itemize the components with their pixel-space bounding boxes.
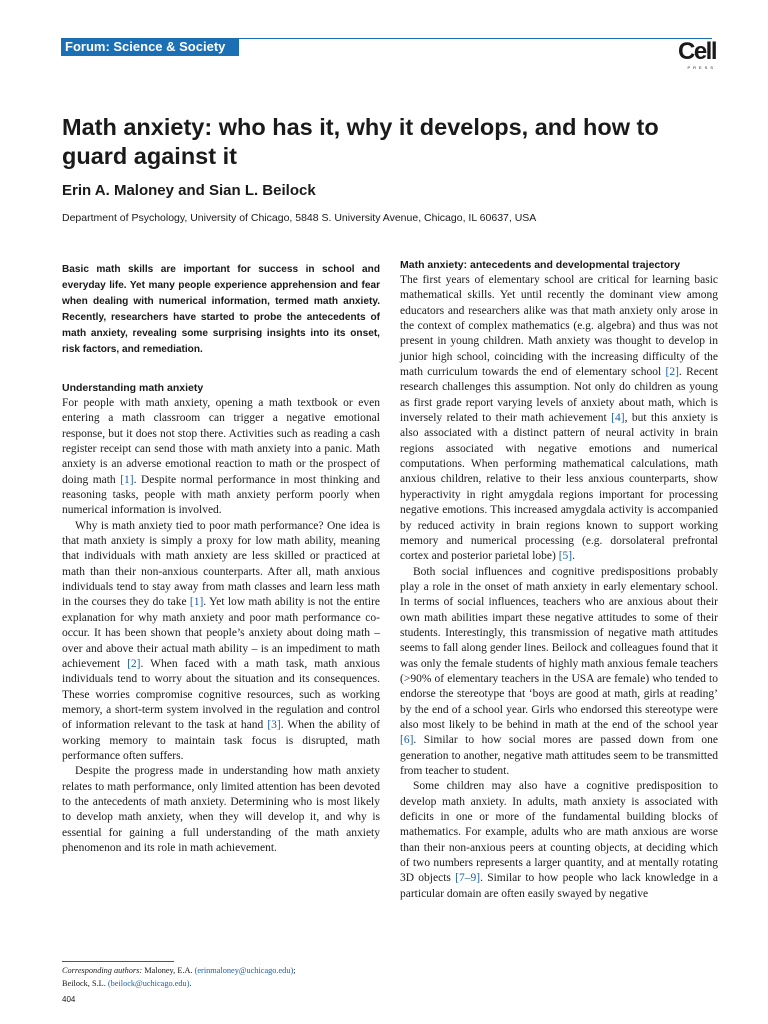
footnote-rule bbox=[62, 961, 174, 962]
authors: Erin A. Maloney and Sian L. Beilock bbox=[62, 182, 316, 199]
citation-link[interactable]: [3] bbox=[267, 719, 281, 732]
text-run: . bbox=[572, 550, 575, 563]
cell-press-logo bbox=[668, 40, 716, 72]
text-run: . Similar to how social mores are passed down from one generation to another, negative math attitudes seem to be transmitted from teacher to student. bbox=[400, 734, 718, 777]
text-run: . Despite normal performance in most thinking and reasoning tasks, people with math anxiety perform poorly when numerical information is involved. bbox=[62, 473, 380, 517]
paragraph-left-1 bbox=[62, 396, 380, 519]
section-label: Forum: Science & Society bbox=[61, 38, 239, 56]
citation-link[interactable]: [7–9] bbox=[455, 872, 481, 885]
article-title: Math anxiety: who has it, why it develops, and how to guard against it bbox=[62, 114, 659, 169]
citation-link[interactable]: [5] bbox=[558, 550, 573, 563]
text-run: Some children may also have a cognitive predisposition to develop math anxiety. In adults, math anxiety is associated with deficits in one or more of the fundamental building blocks of mathematics. For example, adults who are math anxious are worse than their non-anxious peers at counting objects, at deciding which of two numbers represents a larger quantity, and at mentally rotating 3D objects bbox=[400, 780, 718, 885]
citation-link[interactable]: [4] bbox=[611, 412, 625, 425]
page-number: 404 bbox=[62, 995, 76, 1004]
text-run: , but this anxiety is also associated with a distinct pattern of neural activity in brain regions associated with negative emotions and numerical computations. When performing mathematical calculations, math anxious children, relative to their less anxious counterparts, show hyperactivity in right amygdala regions important for processing negative emotions. This increased amygdala activity is accompanied by reduced activity in brain regions known to support working memory and numerical processing (e.g. dorsolateral prefrontal cortex and posterior parietal lobe) bbox=[400, 412, 718, 563]
right-column bbox=[400, 258, 718, 902]
affiliation: Department of Psychology, University of Chicago, 5848 S. University Avenue, Chicago, IL 60637, USA bbox=[62, 212, 537, 224]
left-column bbox=[62, 258, 380, 856]
citation-link[interactable]: [1] bbox=[120, 473, 134, 486]
text-run: The first years of elementary school are critical for learning basic mathematical skills. Yet until recently the dominant view among educators and researchers alike was that math anxiety only arose in the context of complex mathematics (e.g. algebra) and thus was not present in young children. Math anxiety was thought to develop in junior high school, coinciding with the increasing difficulty of the math curriculum towards the end of elementary school bbox=[400, 274, 718, 379]
section-heading-antecedents: Math anxiety: antecedents and developmental trajectory bbox=[400, 259, 681, 271]
text-run: . Yet low math ability is not the entire explanation for why math anxiety and poor math performance co-occur. It has been shown that people’s anxiety about doing math – over and above their actual math ability – is an impediment to math achievement bbox=[62, 596, 381, 670]
paragraph-left-3: Despite the progress made in understanding how math anxiety relates to math performance, only limited attention has been devoted to the antecedents of math anxiety. Determining who is most likely to develop math anxiety, when they will develop it, and why is essential for gaining a full understanding of the math anxiety phenomenon and its role in math achievement. bbox=[62, 765, 380, 854]
footnote-separator: ; bbox=[293, 966, 296, 975]
text-run: . When the ability of working memory to maintain task focus is disrupted, math performance often suffers. bbox=[62, 719, 380, 762]
citation-link[interactable]: [1] bbox=[189, 596, 204, 609]
footnote-end: . bbox=[189, 979, 192, 988]
paragraph-right-1 bbox=[400, 273, 718, 565]
paragraph-left-2 bbox=[62, 519, 380, 765]
abstract: Basic math skills are important for success in school and everyday life. Yet many people experience apprehension and fear when dealing with numerical information, termed math anxiety. Recently, researchers have started to probe the antecedents of math anxiety, revealing some surprising insights into its onset, risk factors, and remediation. bbox=[62, 264, 380, 355]
citation-link[interactable]: [6] bbox=[400, 734, 414, 747]
email-link-2[interactable]: (beilock@uchicago.edu) bbox=[107, 979, 190, 988]
logo-word: Cell bbox=[677, 38, 716, 65]
footnote-label: Corresponding authors: bbox=[62, 966, 143, 975]
footnote-author-2: Beilock, S.L. bbox=[62, 979, 108, 988]
citation-link[interactable]: [2] bbox=[127, 657, 141, 670]
logo-sub: PRESS bbox=[687, 65, 716, 70]
paragraph-right-3 bbox=[400, 779, 718, 902]
corresponding-authors-footnote bbox=[62, 964, 380, 990]
text-run: Why is math anxiety tied to poor math performance? One idea is that math anxiety is simply a proxy for low math ability, meaning that individuals with math anxiety are less skilled or practiced at math than their non-anxious counterparts. After all, math anxious individuals tend to stay away from math classes and learn less math in the courses they do take bbox=[62, 519, 380, 609]
section-heading-understanding: Understanding math anxiety bbox=[62, 382, 204, 394]
paragraph-right-2 bbox=[400, 565, 718, 780]
header-rule bbox=[239, 38, 712, 39]
footnote-author-1: Maloney, E.A. bbox=[142, 966, 195, 975]
email-link-1[interactable]: (erinmaloney@uchicago.edu) bbox=[194, 966, 294, 975]
text-run: For people with math anxiety, opening a math textbook or even entering a math classroom can trigger a negative emotional response, but it does not stop there. Activities such as reading a cash register receipt can send those with math anxiety into a panic. Math anxiety is an adverse emotional reaction to math or the prospect of doing math bbox=[62, 397, 380, 486]
text-run: . When faced with a math task, math anxious individuals tend to worry about the situation and its consequences. These worries compromise cognitive resources, such as working memory, a short-term system involved in the regulation and control of information relevant to the task at hand bbox=[62, 657, 380, 732]
text-run: Both social influences and cognitive predispositions probably play a role in the onset of math anxiety in early elementary school. In terms of social influences, teachers who are anxious about their own math abilities impart these negative attitudes to some of their students. Interestingly, this transmission of negative math attitudes seems to fall along gender lines. Beilock and colleagues found that it was only the female students of highly math anxious female teachers (>90% of elementary teachers in the USA are female) who tended to endorse the stereotype that ‘boys are good at math, girls at reading’ by the end of a school year. Girls who endorsed this stereotype were also most likely to be behind in math at the end of the school year bbox=[400, 565, 718, 731]
citation-link[interactable]: [2] bbox=[665, 366, 679, 379]
text-run: . Recent research challenges this assumption. Not only do children as young as first grade report varying levels of anxiety about math, which is inversely related to their math achievement bbox=[400, 366, 718, 425]
text-run: . Similar to how people who lack knowledge in a particular domain are often easily swayed by negative bbox=[400, 872, 718, 900]
